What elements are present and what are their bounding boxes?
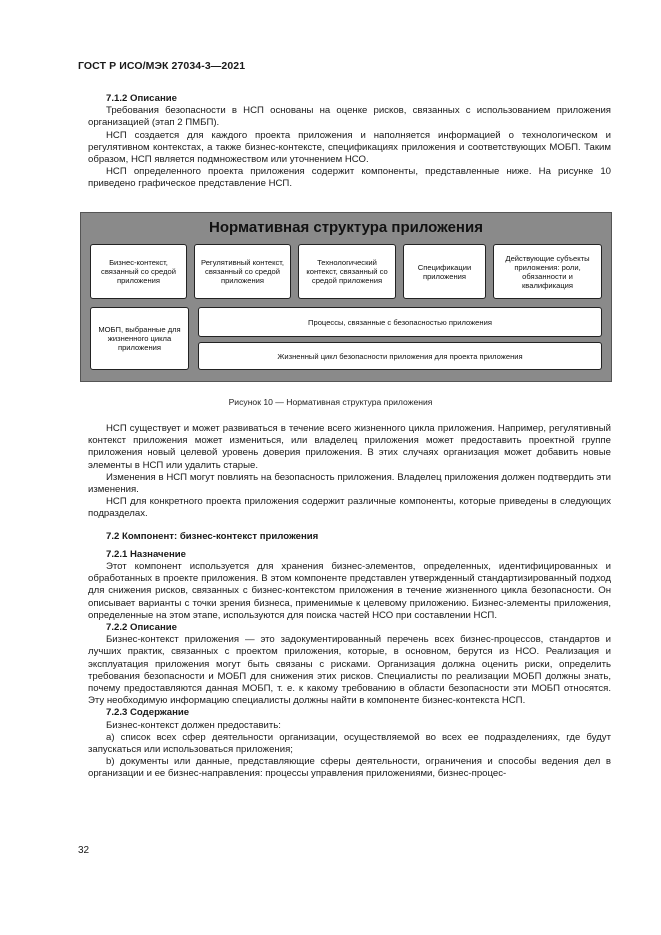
paragraph: НСП создается для каждого проекта приложения и наполняется информацией о технологическом и регулятивном контекстах, а также бизнес-контексте, спецификациях приложения и соответствующих МОБП. Таким образом, НСП является подмножеством или уточнением НСО.	[88, 129, 611, 166]
paragraph: Бизнес-контекст должен предоставить:	[106, 719, 281, 731]
figure-caption: Рисунок 10 — Нормативная структура приложения	[228, 397, 433, 407]
box-selected-asc: МОБП, выбранные для жизненного цикла приложения	[90, 307, 189, 370]
box-application-specifications: Спецификации приложения	[403, 244, 486, 299]
section-heading-7-2-3: 7.2.3 Содержание	[106, 707, 190, 719]
section-heading-7-2: 7.2 Компонент: бизнес-контекст приложения	[106, 530, 319, 542]
figure-10-diagram	[80, 212, 612, 382]
paragraph: Этот компонент используется для хранения бизнес-элементов, определенных, идентифицированных и обработанных в проекте приложения. В этом компоненте представлен утвержденный стандартизированный подход для снижения рисков, связанных с бизнес-контекстом приложения в течение жизненного цикла безопасности. Он описывает варианты с точки зрения бизнеса, применимые к целевому приложению. Бизнес-элементы приложения, определенные на этом этапе, используются для поиска частей НСО при составлении НСП.	[88, 561, 611, 621]
section-heading-7-1-2: 7.1.2 Описание	[106, 93, 177, 104]
paragraph: Требования безопасности в НСП основаны на оценке рисков, связанных с использованием приложения организацией (этап 2 ПМБП).	[88, 105, 611, 129]
paragraph: НСП определенного проекта приложения содержит компоненты, представленные ниже. На рисунке 10 приведено графическое представление НСП.	[88, 166, 611, 190]
figure-title: Нормативная структура приложения	[209, 219, 483, 236]
box-business-context: Бизнес-контекст, связанный со средой приложения	[90, 244, 187, 299]
box-security-processes: Процессы, связанные с безопасностью приложения	[198, 307, 602, 337]
box-security-lifecycle: Жизненный цикл безопасности приложения для проекта приложения	[198, 342, 602, 370]
section-7-1-2-intro	[88, 93, 611, 191]
section-heading-7-2-2: 7.2.2 Описание	[106, 622, 177, 634]
box-technological-context: Технологический контекст, связанный со средой приложения	[298, 244, 396, 299]
list-item: a) список всех сфер деятельности организации, осуществляемой во всех ее подразделениях, где будут запускаться или использоваться приложения;	[88, 731, 611, 756]
box-regulatory-context: Регулятивный контекст, связанный со средой приложения	[194, 244, 291, 299]
paragraph: Бизнес-контекст приложения — это задокументированный перечень всех бизнес-процессов, стандартов и лучших практик, связанных с проектом приложения, которые, в основном, берутся из НСО. Реализация и эксплуатация приложения могут быть связаны с рисками. Организация должна оценить риски, определить требования безопасности и МОБП для снижения этих рисков. Специалисты по реализации МОБП должны знать, почему предоставляются данная МОБП, т. е. к какому требованию в области безопасности эти МОБП относятся. Эту необходимую информацию специалисты должны найти в компоненте бизнес-контекста НСП.	[88, 634, 611, 707]
list-item: b) документы или данные, представляющие сферы деятельности, ограничения и способы ведения дел в организации и ее бизнес-направления: процессы управления приложениями, бизнес-процес-	[88, 756, 611, 780]
paragraph: Изменения в НСП могут повлиять на безопасность приложения. Владелец приложения должен подтвердить эти изменения.	[88, 471, 611, 496]
standard-header: ГОСТ Р ИСО/МЭК 27034-3—2021	[78, 60, 246, 72]
paragraph: НСП для конкретного проекта приложения содержит различные компоненты, которые приведены в следующих подразделах.	[88, 496, 611, 520]
box-application-actors: Действующие субъекты приложения: роли, обязанности и квалификация	[493, 244, 602, 299]
section-heading-7-2-1: 7.2.1 Назначение	[106, 548, 186, 560]
main-text	[88, 423, 611, 781]
paragraph: НСП существует и может развиваться в течение всего жизненного цикла приложения. Например, регулятивный контекст приложения может измениться, или владелец приложения может предоставить проектной группе приложения новый целевой уровень доверия приложения. В этих случаях организация может добавить новые элементы в НСП или удалить старые.	[88, 423, 611, 471]
page-number: 32	[78, 845, 90, 856]
